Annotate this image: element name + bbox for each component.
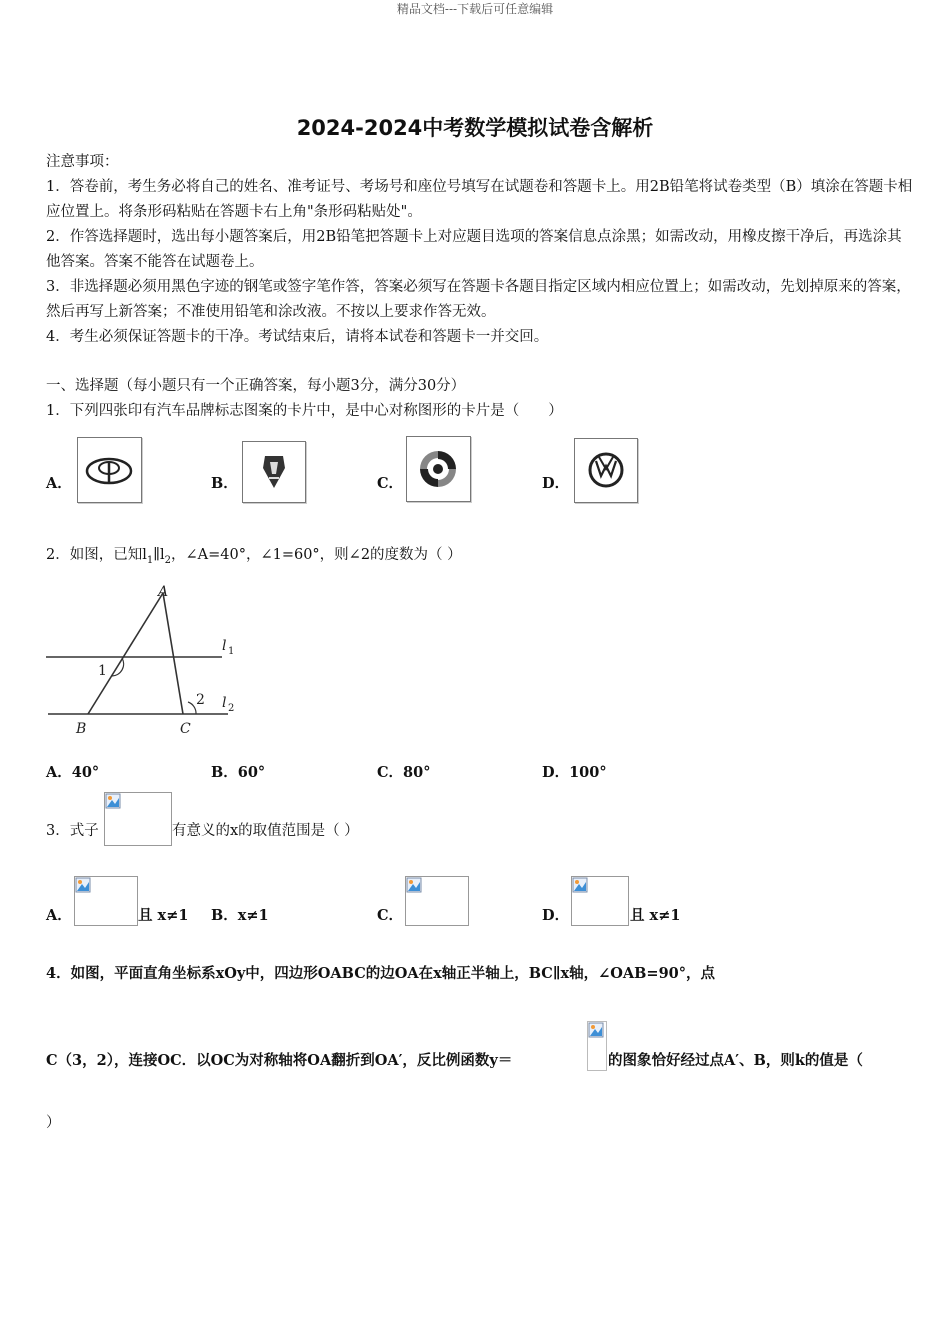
point-a-label: A <box>158 584 169 600</box>
q3-option-c-image[interactable] <box>405 876 469 926</box>
q4-line-2-post: 的图象恰好经过点A′、B，则k的值是（ <box>608 1052 863 1069</box>
q1-option-a-logo[interactable] <box>77 437 142 503</box>
q3-stem-post: 有意义的x的取值范围是（ ） <box>172 823 359 839</box>
swirl-logo-icon <box>407 437 470 501</box>
line-l2-label: l <box>222 695 227 711</box>
vw-logo-icon <box>575 439 637 502</box>
page-header-note: 精品文档---下载后可任意编辑 <box>396 2 554 16</box>
q1-option-a-label: A． <box>46 475 72 492</box>
q3-stem-pre: 3．式子 <box>46 823 99 839</box>
notice-heading: 注意事项： <box>46 154 119 170</box>
q3-option-d-tail: 且 x≠1 <box>630 907 681 924</box>
q4-line-2-pre: C（3，2），连接OC．以OC为对称轴将OA翻折到OA′，反比例函数y＝ <box>46 1052 513 1069</box>
q2-option-c[interactable]: C．80° <box>377 764 431 781</box>
q3-formula-image <box>104 792 172 846</box>
notice-item-4: 4．考生必须保证答题卡的干净。考试结束后，请将本试卷和答题卡一并交回。 <box>46 329 549 345</box>
q1-option-d-logo[interactable] <box>574 438 638 503</box>
section-heading: 一、选择题（每小题只有一个正确答案，每小题3分，满分30分） <box>46 378 466 394</box>
point-b-label: B <box>76 721 87 737</box>
toyota-like-logo-icon <box>78 438 141 502</box>
q2-option-d[interactable]: D．100° <box>542 764 607 781</box>
q1-option-b-logo[interactable] <box>242 441 306 503</box>
q2-option-b[interactable]: B．60° <box>211 764 266 781</box>
page-title: 2024-2024中考数学模拟试卷含解析 <box>296 116 654 140</box>
shield-logo-icon <box>243 442 305 502</box>
q3-option-b[interactable]: B．x≠1 <box>211 907 269 924</box>
point-c-label: C <box>180 721 191 737</box>
q3-option-c-label: C． <box>377 907 404 924</box>
q3-option-d-image[interactable] <box>571 876 629 926</box>
line-l1-subscript: 1 <box>228 646 235 657</box>
line-l1-label: l <box>222 638 227 654</box>
q4-line-1: 4．如图，平面直角坐标系xOy中，四边形OABC的边OA在x轴正半轴上，BC∥x轴，∠OAB=90°，点 <box>46 965 716 982</box>
notice-item-2: 2．作答选择题时，选出每小题答案后，用2B铅笔把答题卡上对应题目选项的答案信息点涂黑；如需改动，用橡皮擦干净后，再选涂其他答案。答案不能答在试题卷上。 <box>46 229 902 270</box>
q3-option-a-image[interactable] <box>74 876 138 926</box>
q1-stem: 1．下列四张印有汽车品牌标志图案的卡片中，是中心对称图形的卡片是（ ） <box>46 403 563 419</box>
angle-2-label: 2 <box>196 692 205 708</box>
broken-image-icon <box>572 877 588 893</box>
q2-stem: 2．如图，已知$l_1\parallel l_2$，∠A=40°，∠1=60°，则∠2的度数为（ ） <box>46 547 462 566</box>
notice-item-3: 3．非选择题必须用黑色字迹的钢笔或签字笔作答，答案必须写在答题卡各题目指定区域内相应位置上；如需改动，先划掉原来的答案，然后再写上新答案；不准使用铅笔和涂改液。不按以上要求作答无效。 <box>46 279 911 320</box>
q1-option-d-label: D． <box>542 475 570 492</box>
line-l2-subscript: 2 <box>228 703 235 714</box>
q4-formula-image <box>587 1021 607 1071</box>
q4-line-3: ） <box>46 1115 61 1131</box>
q1-option-b-label: B． <box>211 475 238 492</box>
q3-option-a-label: A． <box>46 907 72 924</box>
q1-option-c-logo[interactable] <box>406 436 471 502</box>
notice-item-1: 1．答卷前，考生务必将自己的姓名、准考证号、考场号和座位号填写在试题卷和答题卡上。用2B铅笔将试卷类型（B）填涂在答题卡相应位置上。将条形码粘贴在答题卡右上角"条形码粘贴处"。 <box>46 179 913 220</box>
broken-image-icon <box>406 877 422 893</box>
broken-image-icon <box>75 877 91 893</box>
q2-option-a[interactable]: A．40° <box>46 764 100 781</box>
q3-option-a-tail: 且 x≠1 <box>138 907 189 924</box>
q3-option-d-label: D． <box>542 907 570 924</box>
q1-option-c-label: C． <box>377 475 404 492</box>
broken-image-icon <box>588 1022 604 1038</box>
broken-image-icon <box>105 793 121 809</box>
q2-figure <box>40 580 250 745</box>
angle-1-label: 1 <box>98 663 107 679</box>
